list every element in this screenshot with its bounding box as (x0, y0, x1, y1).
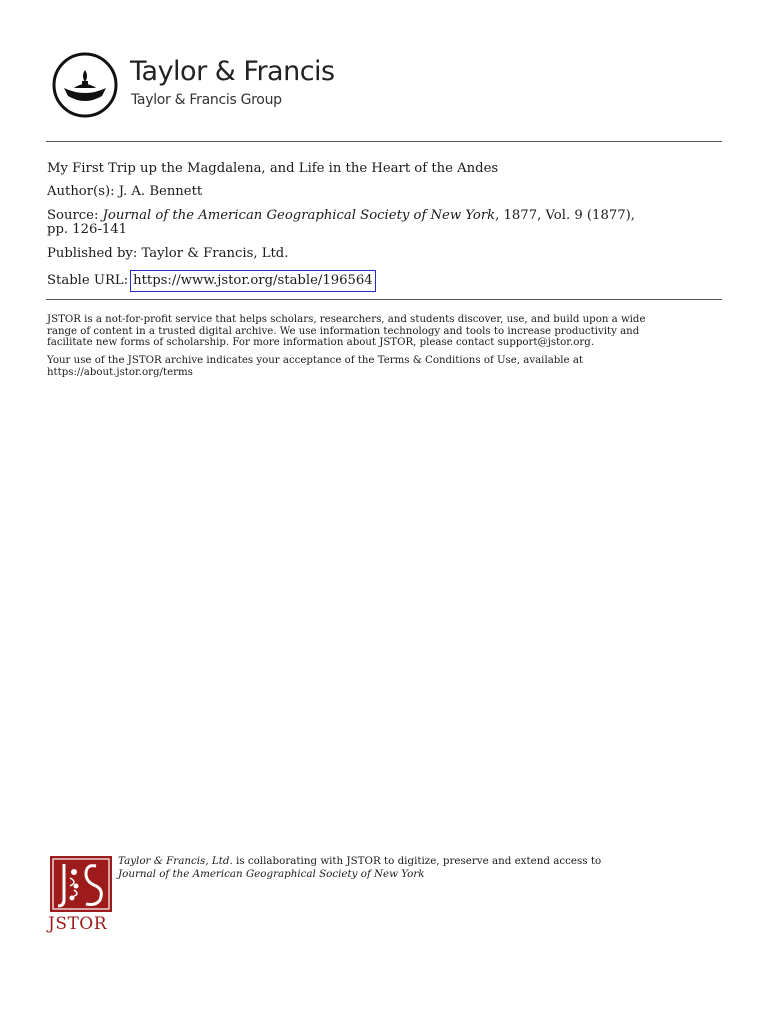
source-details: , 1877, Vol. 9 (1877), (495, 208, 635, 223)
terms-notice-paragraph (47, 355, 723, 378)
notice-line: JSTOR is a not-for-profit service that helps scholars, researchers, and students discover, use, and build upon a wide (47, 314, 646, 325)
top-divider (46, 141, 722, 142)
jstor-wordmark: JSTOR (48, 914, 108, 934)
publisher-logo (52, 52, 352, 120)
source-pages: pp. 126-141 (47, 222, 128, 237)
collab-text: is collaborating with JSTOR to digitize, preserve and extend access to (232, 855, 602, 867)
url-label: Stable URL: (47, 273, 129, 288)
authors-line (47, 183, 202, 200)
authors-value: J. A. Bennett (118, 184, 203, 199)
collab-publisher: Taylor & Francis, Ltd. (118, 855, 233, 867)
jstor-emblem-icon (50, 856, 112, 912)
published-label: Published by: (47, 246, 138, 261)
publisher-group: Taylor & Francis Group (131, 92, 282, 108)
url-line (47, 270, 376, 292)
collab-journal: Journal of the American Geographical Society of New York (118, 867, 425, 880)
notice-line: Your use of the JSTOR archive indicates your acceptance of the Terms & Conditions of Use, available at (47, 355, 583, 366)
publisher-name: Taylor & Francis (130, 56, 335, 87)
notice-line: range of content in a trusted digital archive. We use information technology and tools to increase productivity and (47, 325, 640, 337)
authors-label: Author(s): (47, 184, 115, 199)
article-title: My First Trip up the Magdalena, and Life in the Heart of the Andes (47, 161, 499, 176)
collab-line-1 (118, 855, 601, 868)
jstor-notice-paragraph (47, 314, 723, 349)
source-label: Source: (47, 208, 99, 223)
terms-url[interactable]: https://about.jstor.org/terms (47, 366, 193, 378)
oil-lamp-emblem-icon (52, 52, 118, 118)
published-value: Taylor & Francis, Ltd. (141, 246, 289, 261)
stable-url-link[interactable] (130, 270, 376, 292)
stable-url-text[interactable]: https://www.jstor.org/stable/196564 (133, 273, 373, 288)
collaboration-statement (118, 855, 601, 880)
source-journal: Journal of the American Geographical Society of New York (102, 208, 496, 223)
jstor-logo (48, 856, 114, 938)
notice-line: facilitate new forms of scholarship. For more information about JSTOR, please contact support@jstor.org. (47, 337, 595, 348)
bottom-divider (46, 299, 722, 300)
collab-line-2 (118, 868, 601, 881)
source-line (47, 207, 635, 224)
published-line (47, 245, 288, 262)
